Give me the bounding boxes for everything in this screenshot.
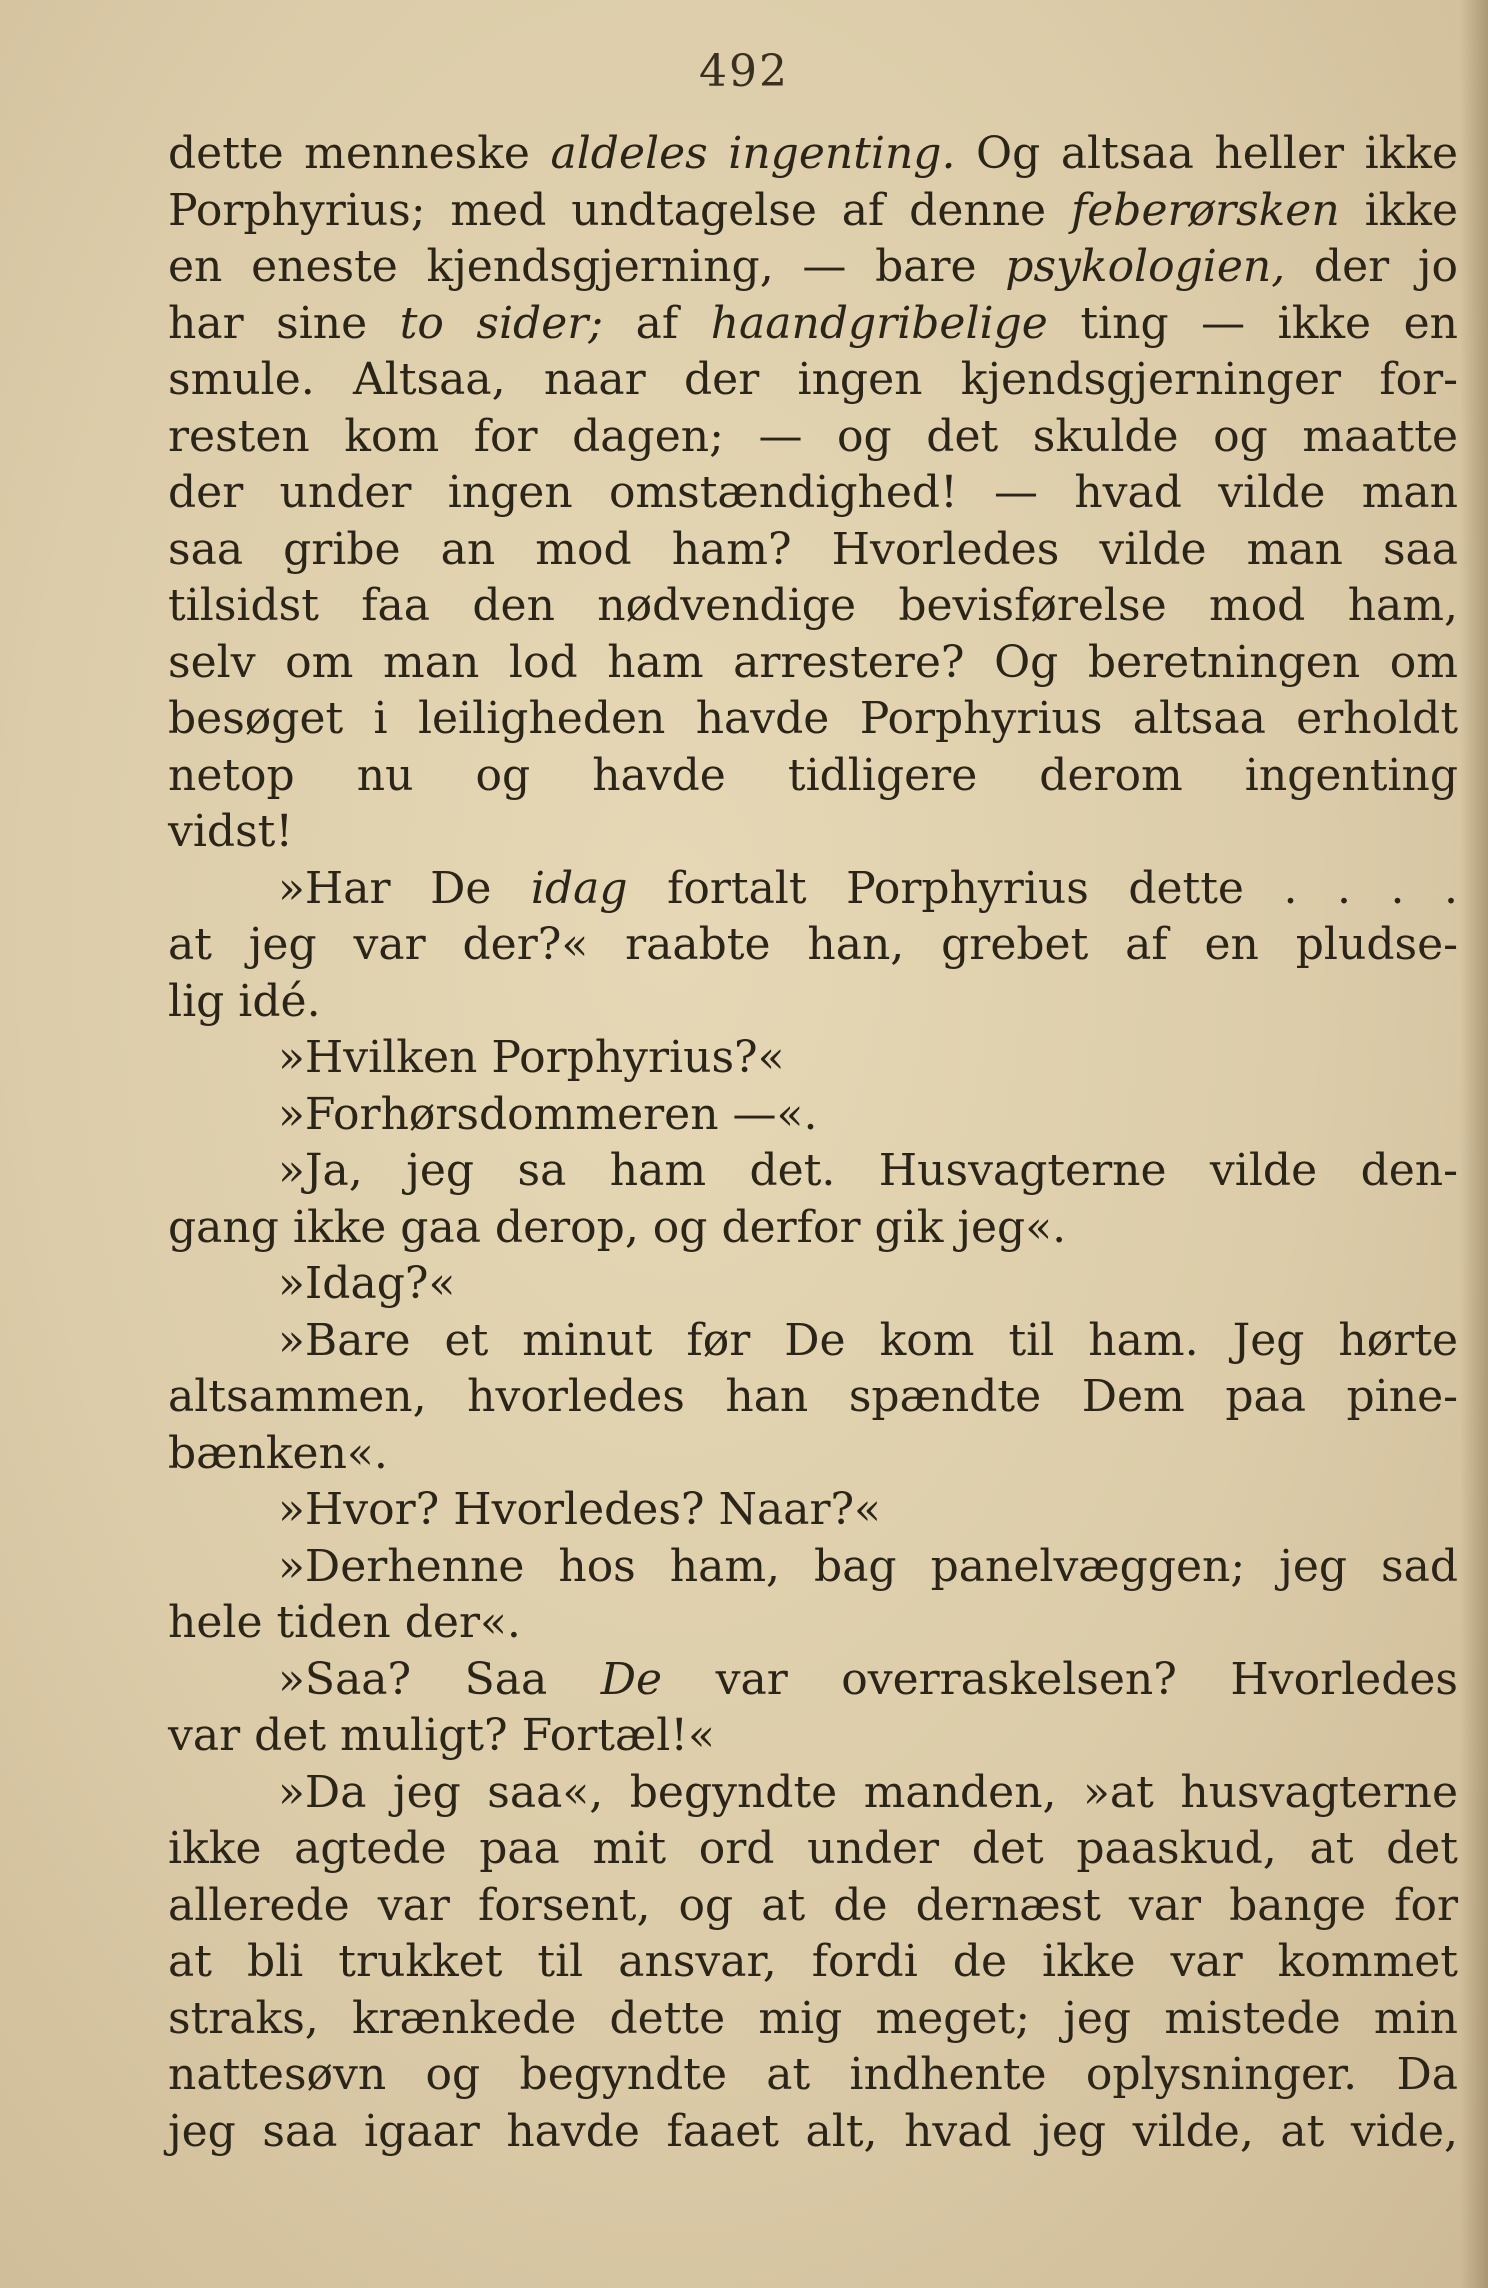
emphasized-text: idag [530, 862, 628, 914]
text-segment: bænken«. [168, 1427, 388, 1479]
text-segment: smule. Altsaa, naar der ingen kjendsgjerninger for- [168, 354, 1458, 405]
emphasized-text: psykologien, [1005, 241, 1286, 292]
text-segment: »Har De [278, 862, 531, 914]
text-line [168, 1539, 1458, 1596]
text-segment: var det muligt? Fortæl!« [168, 1710, 715, 1761]
text-segment: fortalt Porphyrius dette . . . . [627, 862, 1458, 914]
text-line [168, 296, 1458, 353]
text-line [168, 861, 1458, 918]
text-line [168, 1821, 1458, 1878]
text-segment: jeg saa igaar havde faaet alt, hvad jeg vilde, at vide, [168, 2105, 1458, 2157]
text-segment: »Derhenne hos ham, bag panelvæggen; jeg sad [278, 1540, 1458, 1592]
text-line [168, 1369, 1458, 1426]
text-line [168, 578, 1458, 635]
text-line [168, 1595, 1458, 1652]
text-line [168, 917, 1458, 974]
text-line [168, 804, 1458, 861]
text-line [168, 522, 1458, 579]
text-line [168, 1200, 1458, 1257]
text-segment: ikke [1339, 184, 1458, 236]
text-segment: der jo [1285, 241, 1458, 292]
text-line [168, 635, 1458, 692]
text-line [168, 1143, 1458, 1200]
text-line [168, 183, 1458, 240]
text-segment: ting — ikke en [1047, 297, 1459, 349]
text-line [168, 1482, 1458, 1539]
text-segment: Og altsaa heller ikke [955, 128, 1459, 179]
text-line [168, 691, 1458, 748]
text-line [168, 748, 1458, 805]
text-segment: »Ja, jeg sa ham det. Husvagterne vilde den- [278, 1145, 1458, 1196]
text-line [168, 239, 1458, 296]
text-segment: »Idag?« [278, 1258, 456, 1309]
text-line [168, 1934, 1458, 1991]
text-segment: selv om man lod ham arrestere? Og beretningen om [168, 636, 1458, 688]
text-line [168, 1426, 1458, 1483]
text-line [168, 1708, 1458, 1765]
text-line [168, 126, 1458, 183]
text-segment: besøget i leiligheden havde Porphyrius altsaa erholdt [168, 693, 1458, 744]
text-line [168, 1030, 1458, 1087]
text-line [168, 1878, 1458, 1935]
text-segment: resten kom for dagen; — og det skulde og maatte [168, 410, 1458, 462]
text-segment: at bli trukket til ansvar, fordi de ikke var kommet [168, 1936, 1458, 1987]
page-edge-shadow [1460, 0, 1488, 2288]
text-segment: »Hvor? Hvorledes? Naar?« [278, 1484, 881, 1535]
text-segment: altsammen, hvorledes han spændte Dem paa pine- [168, 1371, 1458, 1422]
text-segment: Porphyrius; med undtagelse af denne [168, 184, 1071, 236]
text-segment: at jeg var der?« raabte han, grebet af en pludse- [168, 919, 1458, 970]
text-segment: ikke agtede paa mit ord under det paaskud, at det [168, 1823, 1458, 1874]
text-segment: »Saa? Saa [278, 1653, 601, 1705]
text-segment: har sine [168, 297, 400, 349]
text-segment: der under ingen omstændighed! — hvad vilde man [168, 467, 1458, 518]
text-segment: straks, krænkede dette mig meget; jeg mistede min [168, 1992, 1458, 2044]
text-line [168, 1313, 1458, 1370]
text-line [168, 1087, 1458, 1144]
emphasized-text: haandgribelige [710, 297, 1048, 349]
text-line [168, 2104, 1458, 2161]
text-segment: hele tiden der«. [168, 1597, 521, 1648]
text-segment: lig idé. [168, 975, 321, 1027]
text-segment: af [603, 297, 711, 349]
text-segment: »Bare et minut før De kom til ham. Jeg hørte [278, 1314, 1458, 1366]
text-segment: tilsidst faa den nødvendige bevisførelse mod ham, [168, 580, 1458, 631]
emphasized-text: De [600, 1653, 663, 1705]
text-segment: »Da jeg saa«, begyndte manden, »at husvagterne [278, 1766, 1458, 1818]
text-line [168, 465, 1458, 522]
text-segment: »Forhørsdommeren —«. [278, 1088, 818, 1140]
text-line [168, 352, 1458, 409]
text-line [168, 2047, 1458, 2104]
text-segment: »Hvilken Porphyrius?« [278, 1032, 785, 1083]
text-segment: nattesøvn og begyndte at indhente oplysninger. Da [168, 2049, 1458, 2100]
body-text [168, 126, 1458, 2160]
text-line [168, 409, 1458, 466]
emphasized-text: to sider; [399, 297, 604, 349]
text-segment: saa gribe an mod ham? Hvorledes vilde man saa [168, 523, 1458, 575]
text-segment: dette menneske [168, 128, 551, 179]
text-line [168, 1256, 1458, 1313]
text-line [168, 974, 1458, 1031]
page-number: 492 [699, 46, 789, 97]
text-segment: allerede var forsent, og at de dernæst var bange for [168, 1879, 1458, 1931]
text-segment: en eneste kjendsgjerning, — bare [168, 241, 1006, 292]
text-line [168, 1652, 1458, 1709]
text-line [168, 1991, 1458, 2048]
text-line [168, 1765, 1458, 1822]
text-segment: var overraskelsen? Hvorledes [662, 1653, 1458, 1705]
emphasized-text: feberørsken [1070, 184, 1340, 236]
text-segment: vidst! [168, 806, 294, 857]
text-segment: netop nu og havde tidligere derom ingenting [168, 749, 1458, 801]
text-segment: gang ikke gaa derop, og derfor gik jeg«. [168, 1201, 1067, 1253]
emphasized-text: aldeles ingenting. [550, 128, 956, 179]
